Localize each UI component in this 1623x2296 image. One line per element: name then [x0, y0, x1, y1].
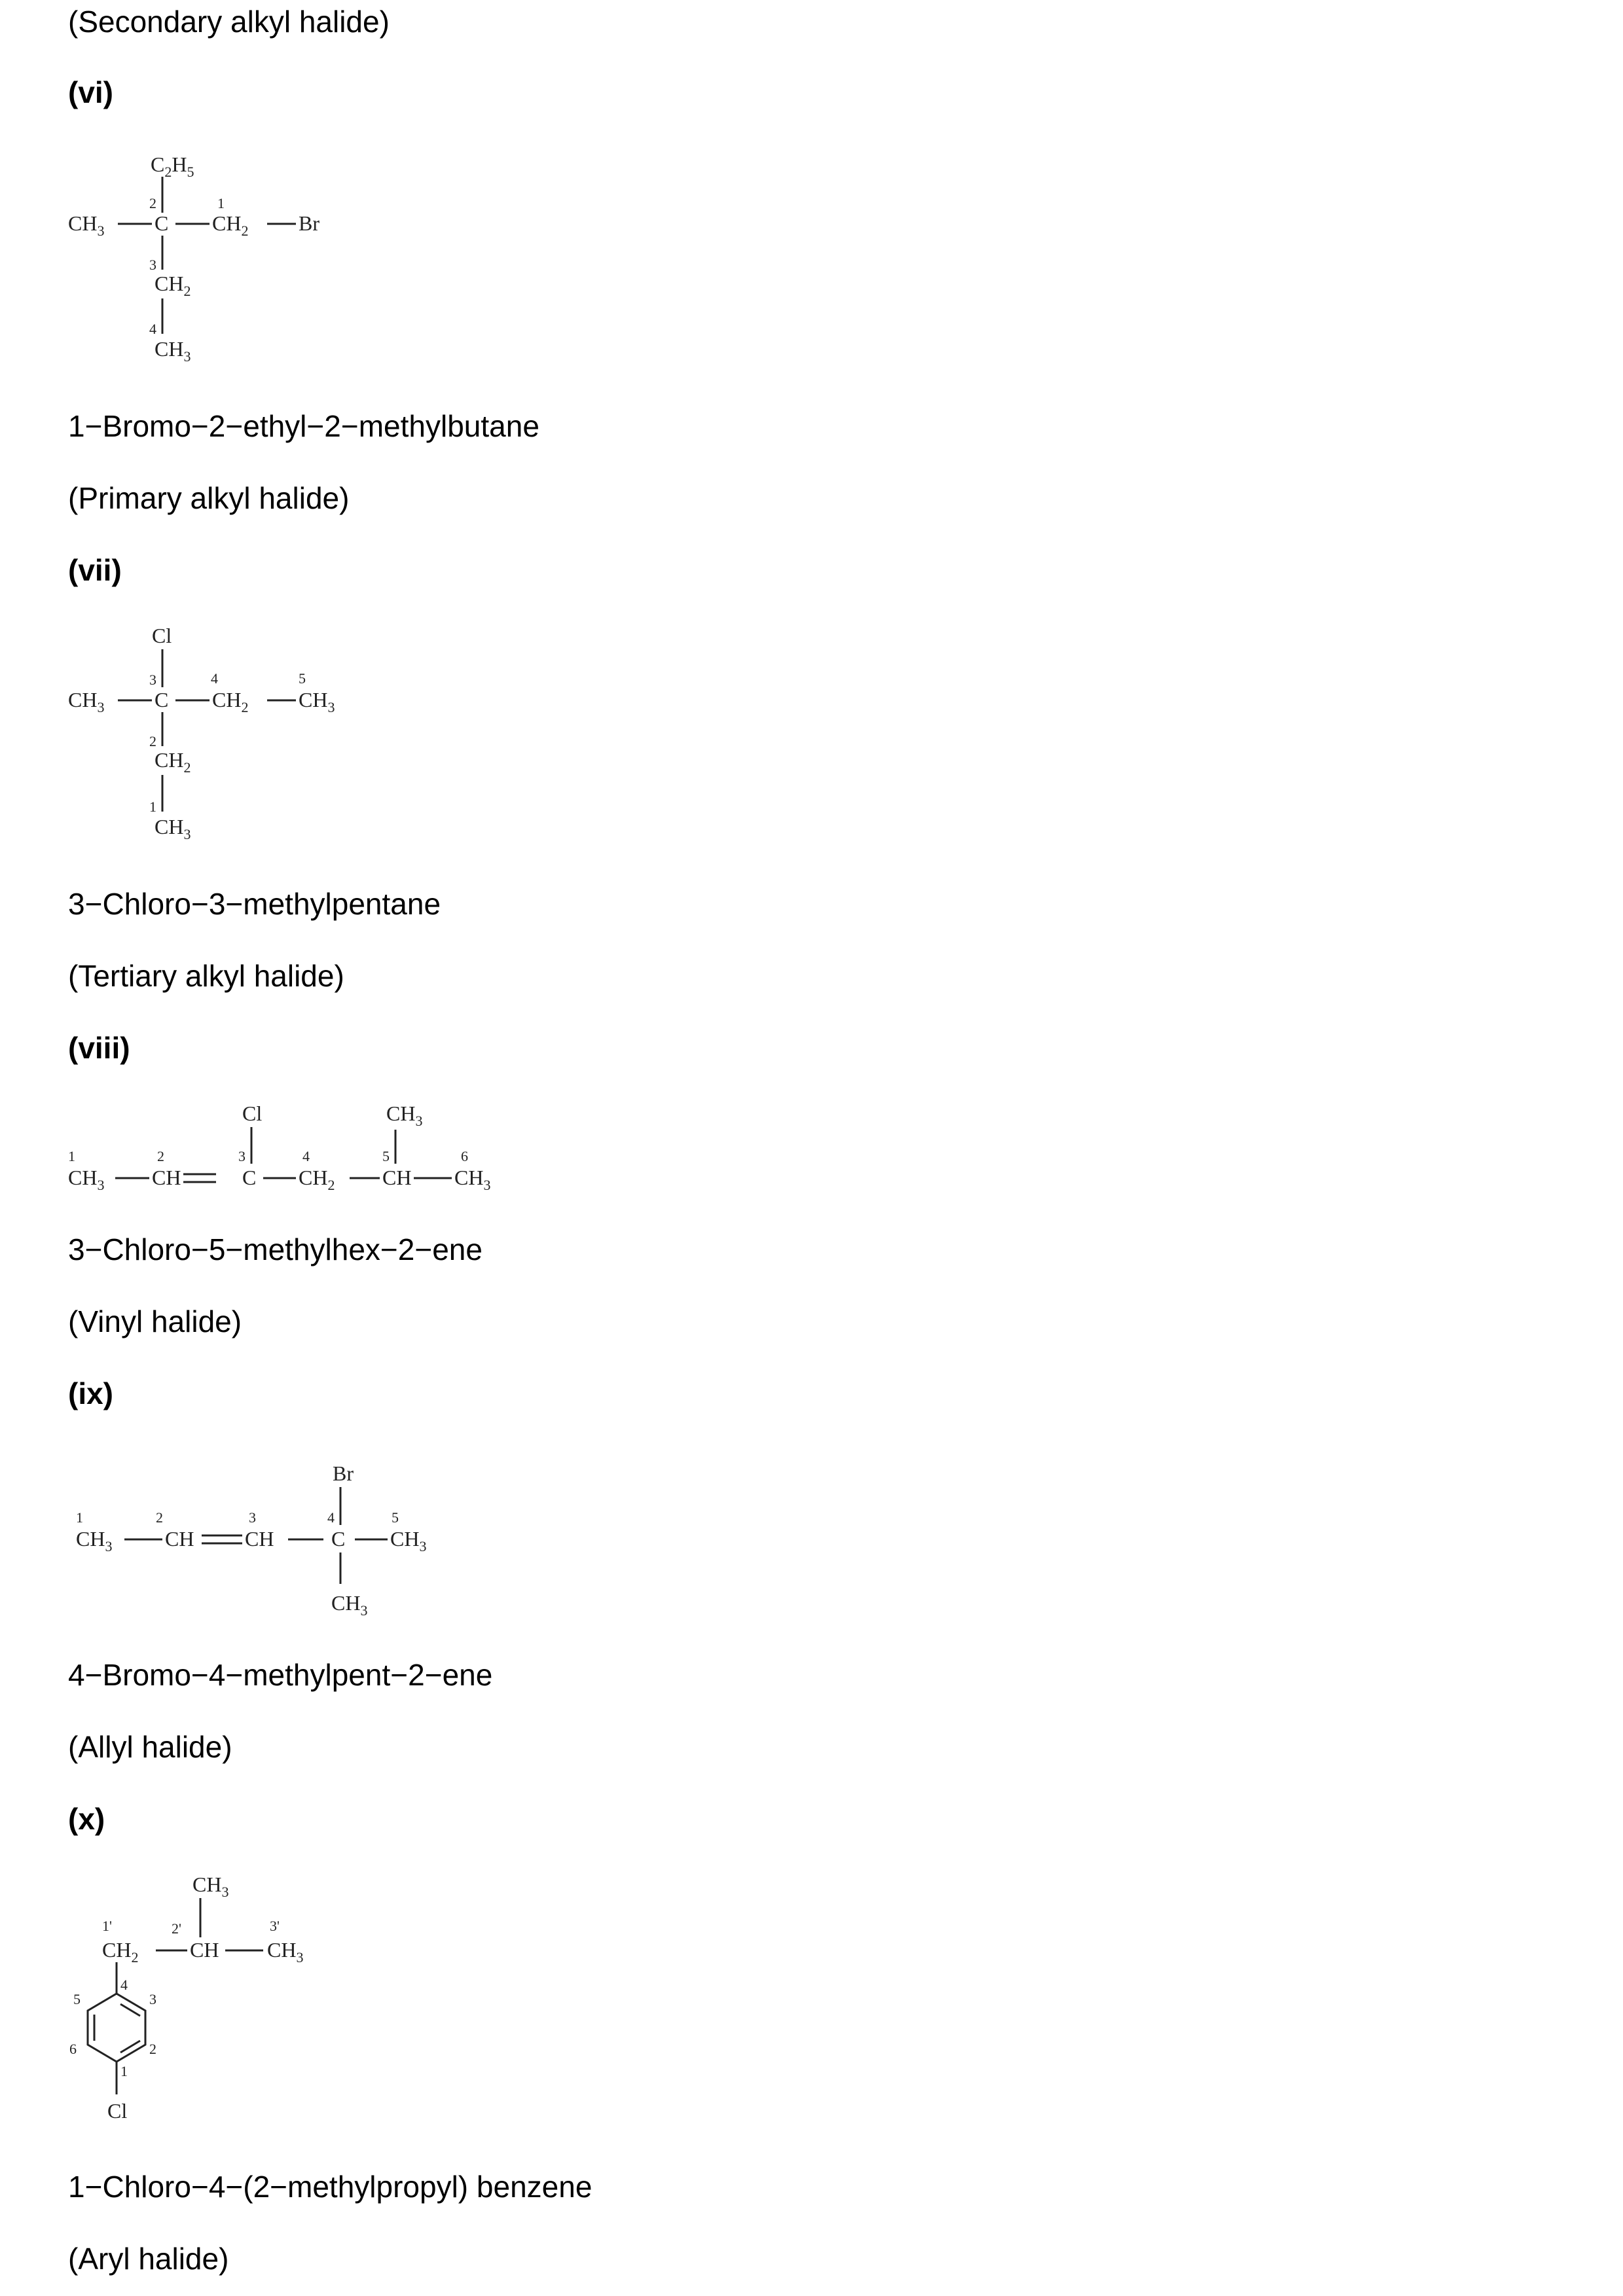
svg-text:Br: Br: [333, 1462, 354, 1485]
svg-text:CH3: $CH_3$: [386, 1102, 423, 1129]
compound-name-viii: 3−Chloro−5−methylhex−2−ene: [68, 1232, 483, 1266]
halide-type-viii: (Vinyl halide): [68, 1304, 242, 1338]
svg-text:CH: CH: [245, 1527, 274, 1551]
compound-name-vii: 3−Chloro−3−methylpentane: [68, 887, 441, 921]
svg-text:5: 5: [299, 670, 306, 687]
top-note: (Secondary alkyl halide): [68, 5, 390, 39]
svg-text:C: C: [155, 211, 169, 235]
svg-text:2: 2: [157, 1148, 164, 1164]
svg-text:CH3: $CH_3$: [390, 1527, 427, 1554]
svg-text:1': 1': [102, 1918, 112, 1934]
svg-text:4: 4: [211, 670, 218, 687]
svg-text:CH2: $CH_2$: [155, 272, 191, 299]
svg-text:2: 2: [149, 733, 156, 749]
svg-text:6: 6: [69, 2041, 77, 2057]
svg-text:3: 3: [149, 672, 156, 688]
svg-text:2: 2: [156, 1509, 163, 1526]
item-label-x: (x): [68, 1802, 105, 1836]
svg-text:1: 1: [68, 1148, 75, 1164]
svg-text:Br: Br: [299, 211, 319, 235]
item-label-viii: (viii): [68, 1031, 130, 1065]
svg-text:Cl: Cl: [242, 1102, 263, 1125]
svg-text:CH3: $CH_3$: [68, 688, 105, 715]
svg-text:CH2: $CH_2$: [212, 211, 249, 239]
svg-text:4: 4: [327, 1509, 335, 1526]
svg-text:2: 2: [149, 2041, 156, 2057]
svg-text:4: 4: [302, 1148, 310, 1164]
svg-text:CH3: $CH_3$: [192, 1873, 229, 1900]
svg-text:3: 3: [149, 1991, 156, 2007]
svg-text:3': 3': [270, 1918, 280, 1934]
svg-text:5: 5: [382, 1148, 390, 1164]
item-label-vi: (vi): [68, 75, 113, 109]
svg-text:CH: CH: [165, 1527, 194, 1551]
svg-text:C: C: [242, 1166, 257, 1189]
svg-text:CH: CH: [152, 1166, 181, 1189]
svg-text:4: 4: [120, 1977, 128, 1993]
svg-text:CH3: $CH_3$: [454, 1166, 491, 1193]
svg-text:CH3: $CH_3$: [331, 1591, 368, 1619]
svg-text:1: 1: [120, 2063, 128, 2079]
svg-text:2: 2: [149, 195, 156, 211]
halide-type-vii: (Tertiary alkyl halide): [68, 959, 344, 993]
svg-text:CH3: $CH_3$: [299, 688, 335, 715]
svg-text:6: 6: [461, 1148, 468, 1164]
svg-text:1: 1: [217, 195, 225, 211]
svg-text:CH2: $CH_2$: [212, 688, 249, 715]
svg-text:3: 3: [249, 1509, 256, 1526]
svg-text:CH: CH: [190, 1938, 219, 1962]
svg-text:CH3: $CH_3$: [68, 1166, 105, 1193]
halide-type-x: (Aryl halide): [68, 2242, 229, 2276]
svg-text:5: 5: [73, 1991, 81, 2007]
svg-text:CH3: $CH_3$: [267, 1938, 304, 1965]
svg-text:4: 4: [149, 321, 156, 337]
svg-text:2': 2': [172, 1920, 181, 1937]
svg-text:C2H5: $C_2H_5$: [151, 152, 194, 180]
halide-type-ix: (Allyl halide): [68, 1730, 232, 1764]
svg-text:CH: CH: [382, 1166, 412, 1189]
item-label-vii: (vii): [68, 553, 122, 587]
compound-name-x: 1−Chloro−4−(2−methylpropyl) benzene: [68, 2170, 593, 2204]
svg-text:1: 1: [149, 798, 156, 815]
svg-text:3: 3: [238, 1148, 246, 1164]
svg-text:5: 5: [392, 1509, 399, 1526]
svg-text:CH2: $CH_2$: [299, 1166, 335, 1193]
svg-text:CH2: $CH_2$: [102, 1938, 139, 1965]
item-label-ix: (ix): [68, 1376, 113, 1410]
svg-text:3: 3: [149, 257, 156, 273]
svg-text:Cl: Cl: [152, 624, 172, 647]
compound-name-ix: 4−Bromo−4−methylpent−2−ene: [68, 1658, 493, 1692]
halide-type-vi: (Primary alkyl halide): [68, 481, 350, 515]
compound-name-vi: 1−Bromo−2−ethyl−2−methylbutane: [68, 409, 539, 443]
svg-text:CH3: $CH_3$: [155, 337, 191, 365]
svg-text:C: C: [155, 688, 169, 711]
svg-text:C: C: [331, 1527, 346, 1551]
svg-text:CH3: $CH_3$: [76, 1527, 113, 1554]
svg-text:1: 1: [76, 1509, 83, 1526]
svg-text:CH3: $CH_3$: [155, 815, 191, 842]
svg-text:CH3: $CH_3$: [68, 211, 105, 239]
svg-text:Cl: Cl: [107, 2099, 128, 2123]
svg-text:CH2: $CH_2$: [155, 748, 191, 776]
